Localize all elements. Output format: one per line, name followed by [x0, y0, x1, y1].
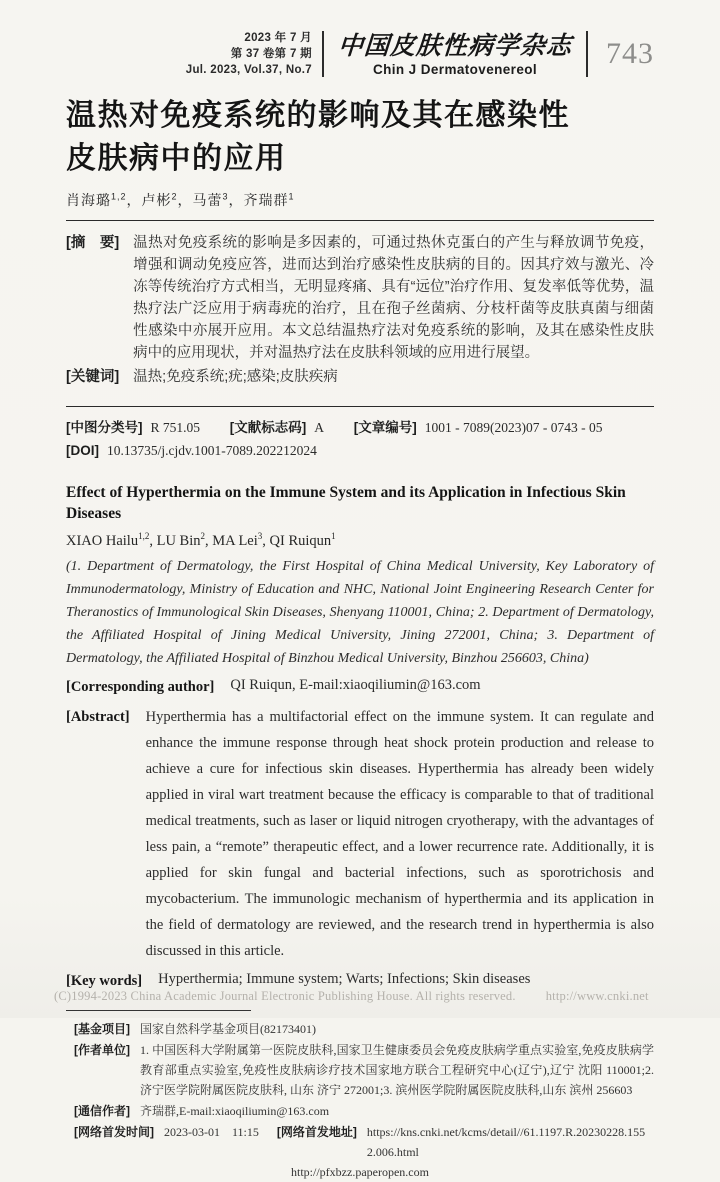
journal-title-cn: 中国皮肤性病学杂志 — [337, 30, 574, 60]
article-id-label: [文章编号] — [353, 420, 417, 435]
abstract-label-en: [Abstract] — [66, 708, 130, 725]
online-url-label: [网络首发地址] — [276, 1124, 357, 1139]
journal-masthead — [334, 32, 576, 77]
english-title: Effect of Hyperthermia on the Immune System and its Application in Infectious Skin Diseases — [66, 484, 626, 522]
author-separator: ， — [126, 192, 142, 208]
doc-code-pair — [230, 420, 324, 435]
online-publication-row — [66, 1122, 654, 1162]
online-url-value: https://kns.cnki.net/kcms/detail//61.1197.R.20230228.1552.006.html — [366, 1124, 646, 1159]
abstract-row-cn — [66, 232, 654, 364]
doc-code-label: [文献标志码] — [229, 420, 307, 435]
author-unit-text: 1. 中国医科大学附属第一医院皮肤科,国家卫生健康委员会免疫皮肤病学重点实验室,免疫皮肤病学教育部重点实验室,免疫性皮肤病诊疗技术国家地方联合工程研究中心(辽宁),辽宁 沈阳 110001;2. 济宁医学院附属医院皮肤科, 山东 济宁 272001;3. 滨州医学院附属医院皮肤科,山东 滨州 256603 — [140, 1042, 654, 1097]
author-name: 卢彬 — [141, 192, 172, 208]
article-id-value: 1001 - 7089(2023)07 - 0743 - 05 — [424, 420, 603, 435]
online-time-value: 2023-03-01 11:15 — [164, 1124, 259, 1139]
author-superscript: 3 — [222, 191, 229, 202]
online-time-label: [网络首发时间] — [74, 1124, 154, 1139]
abstract-row-en — [66, 704, 654, 964]
author-name-en: XIAO Hailu — [66, 532, 139, 549]
author-name-en: LU Bin — [156, 532, 201, 549]
keywords-text-en: Hyperthermia; Immune system; Warts; Infections; Skin diseases — [158, 970, 531, 987]
author-name: 齐瑞群 — [243, 192, 289, 208]
page-number: 743 — [606, 37, 654, 70]
issue-volume-cn: 第 37 卷第 7 期 — [230, 48, 312, 60]
fund-row — [66, 1019, 654, 1039]
author-separator-en: , — [149, 532, 157, 549]
issue-date-en: Jul. 2023, Vol.37, No.7 — [185, 64, 312, 76]
author-superscript-en: 3 — [257, 531, 263, 541]
footnote-rule — [66, 1010, 251, 1011]
corresponding-text: QI Ruiqun, E-mail:xiaoqiliumin@163.com — [230, 676, 481, 693]
article-title-line2: 皮肤病中的应用 — [66, 142, 287, 175]
author-name-en: QI Ruiqun — [269, 532, 332, 549]
authors-line-cn — [66, 190, 654, 210]
header-divider-left — [322, 31, 324, 77]
issue-block — [186, 30, 312, 78]
author-name: 肖海璐 — [66, 192, 111, 208]
author-name-en: MA Lei — [212, 532, 258, 549]
copyright-url: http://www.cnki.net — [545, 989, 649, 1003]
classification-meta — [66, 407, 654, 466]
keywords-label-cn: [关键词] — [66, 369, 120, 385]
classification-line — [66, 416, 654, 439]
affiliations: (1. Department of Dermatology, the First Hospital of China Medical University, Key Laboratory of Immunodermatology, Ministry of Education and NHC, National Joint Engineering Research Center for Theranostics of Immunological Skin Diseases, Shenyang 110001, China; 2. Department of Dermatology, the Affiliated Hospital of Jining Medical University, Jining 272001, China; 3. Department of Dermatology, the Affiliated Hospital of Binzhou Medical University, Binzhou 256603, China) — [66, 558, 654, 666]
author-superscript-en: 1 — [331, 531, 336, 541]
clc-value: R 751.05 — [150, 420, 201, 435]
clc-pair — [66, 420, 200, 435]
copyright-text: (C)1994-2023 China Academic Journal Electronic Publishing House. All rights reserved. — [54, 989, 516, 1003]
author-unit-row — [66, 1040, 654, 1100]
author-superscript: 1,2 — [111, 191, 127, 202]
article-title-line1: 温热对免疫系统的影响及其在感染性 — [66, 99, 570, 132]
copyright-bar — [54, 989, 700, 1004]
abstract-text-cn: 温热对免疫系统的影响是多因素的，可通过热休克蛋白的产生与释放调节免疫，增强和调动免疫应答，进而达到治疗感染性皮肤病的目的。因其疗效与激光、冷冻等传统治疗方式相当，无明显疼痛、具有“远位”治疗作用、复发率低等优势，温热疗法广泛应用于病毒疣的治疗，且在孢子丝菌病、分枝杆菌等皮肤真菌与细菌性感染中亦展开应用。本文总结温热疗法对免疫系统的影响，及其在感染性皮肤病中的应用现状，并对温热疗法在皮肤科领域的应用进行展望。 — [133, 235, 654, 361]
author-superscript-en: 2 — [200, 531, 205, 541]
journal-title-en: Chin J Dermatovenereol — [372, 61, 538, 77]
doi-label: [DOI] — [66, 443, 99, 458]
fund-text: 国家自然科学基金项目(82173401) — [140, 1021, 316, 1036]
article-id-pair — [354, 420, 603, 435]
corresponding-row — [66, 674, 654, 700]
author-separator: ， — [177, 192, 193, 208]
author-separator-en: , — [262, 532, 270, 549]
article-title — [66, 94, 654, 180]
contact-text: 齐瑞群,E-mail:xiaoqiliumin@163.com — [140, 1103, 330, 1118]
author-separator-en: , — [205, 532, 213, 549]
author-superscript: 1 — [288, 191, 295, 202]
issue-date-cn: 2023 年 7 月 — [244, 32, 312, 44]
abstract-text-en: Hyperthermia has a multifactorial effect on the immune system. It can regulate and enhance the immune response through heat shock protein production and release to achieve a cure for infectious skin diseases. Hyperthermia has already been widely applied in viral wart treatment because the efficacy is comparable to that of traditional medical treatments, such as laser or liquid nitrogen cryotherapy, with the advantages of less pain, a “remote” therapeutic effect, and a lower recurrence rate. Additionally, it is applied for skin fungal and bacterial infections, such as sporotrichosis and mycobacterium. The immunologic mechanism of hyperthermia and its application in the field of dermatology are reviewed, and the research trend in hyperthermia is also discussed in this article. — [145, 708, 654, 959]
contact-row — [66, 1101, 654, 1121]
authors-line-en — [66, 531, 654, 550]
secondary-url: http://pfxbzz.paperopen.com — [291, 1164, 429, 1179]
author-name: 马蕾 — [192, 192, 223, 208]
author-superscript-en: 1,2 — [138, 531, 150, 541]
doi-line — [66, 439, 654, 462]
keywords-row-cn — [66, 366, 654, 388]
journal-header — [66, 0, 654, 82]
english-section — [66, 482, 654, 994]
fund-label: [基金项目] — [74, 1021, 130, 1036]
author-separator: ， — [228, 192, 244, 208]
abstract-label-cn: [摘 要] — [66, 235, 120, 251]
header-divider-right — [586, 31, 588, 77]
keywords-text-cn: 温热;免疫系统;疣;感染;皮肤疾病 — [133, 369, 338, 385]
keywords-label-en: [Key words] — [66, 972, 143, 989]
corresponding-label: [Corresponding author] — [66, 678, 215, 695]
contact-label: [通信作者] — [74, 1103, 130, 1118]
doi-value: 10.13735/j.cjdv.1001-7089.202212024 — [107, 443, 317, 458]
author-unit-label: [作者单位] — [74, 1042, 130, 1057]
clc-label: [中图分类号] — [66, 420, 143, 435]
author-superscript: 2 — [171, 191, 178, 202]
footnotes-section — [66, 1010, 654, 1182]
doc-code-value: A — [314, 420, 325, 435]
abstract-section-cn — [66, 221, 654, 396]
